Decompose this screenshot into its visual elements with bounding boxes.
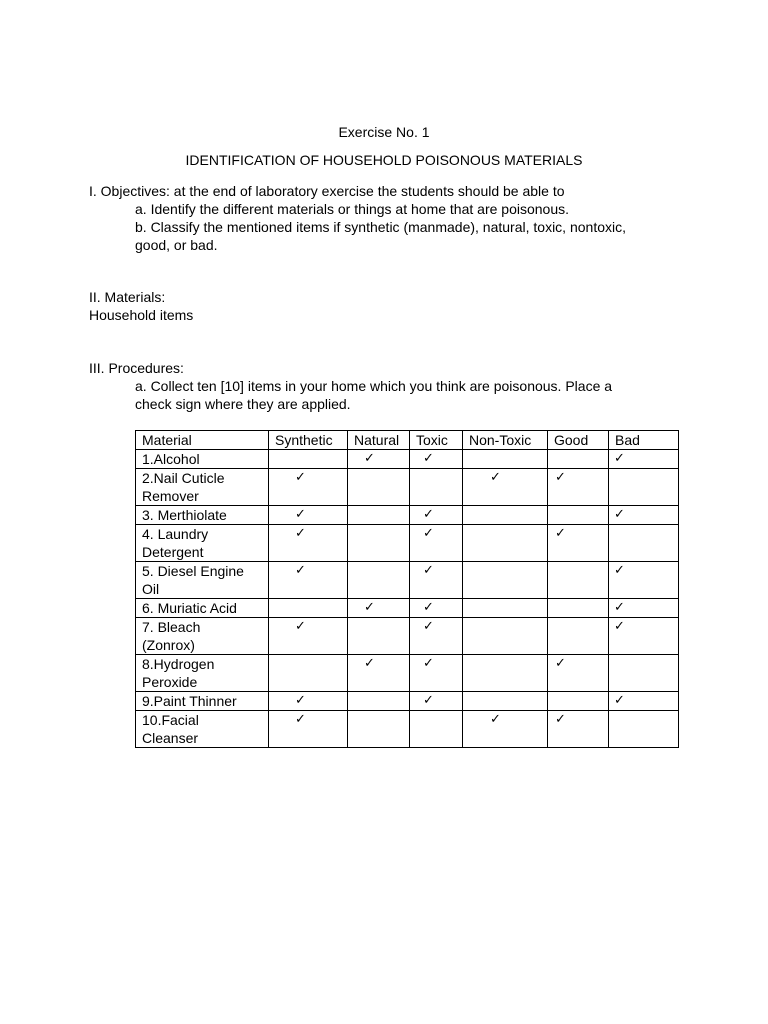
empty-cell-non-toxic — [463, 599, 548, 618]
table-row — [136, 599, 679, 618]
material-cell — [136, 599, 269, 618]
table-row — [136, 692, 679, 711]
material-cell — [136, 618, 269, 655]
check-mark-toxic: ✓ — [410, 655, 463, 692]
material-cell — [136, 562, 269, 599]
material-cell — [136, 655, 269, 692]
material-name-line2: Oil — [142, 581, 160, 597]
empty-cell-good — [548, 692, 609, 711]
empty-cell-natural — [348, 711, 410, 748]
empty-cell-non-toxic — [463, 506, 548, 525]
empty-cell-natural — [348, 469, 410, 506]
empty-cell-good — [548, 599, 609, 618]
column-header-bad: Bad — [609, 431, 679, 450]
empty-cell-bad — [609, 469, 679, 506]
check-mark-natural: ✓ — [348, 655, 410, 692]
material-name-line1: 6. Muriatic Acid — [142, 600, 237, 616]
material-name-line1: 1.Alcohol — [142, 451, 200, 467]
procedure-a-line2: check sign where they are applied. — [135, 396, 351, 412]
empty-cell-natural — [348, 506, 410, 525]
table-row — [136, 711, 679, 748]
column-header-synthetic: Synthetic — [269, 431, 348, 450]
check-mark-toxic: ✓ — [410, 618, 463, 655]
empty-cell-non-toxic — [463, 450, 548, 469]
materials-text: Household items — [89, 307, 194, 323]
empty-cell-synthetic — [269, 450, 348, 469]
empty-cell-bad — [609, 711, 679, 748]
check-mark-bad: ✓ — [609, 599, 679, 618]
empty-cell-non-toxic — [463, 562, 548, 599]
empty-cell-natural — [348, 618, 410, 655]
material-name-line1: 10.Facial — [142, 712, 199, 728]
materials-heading: II. Materials: — [89, 289, 166, 305]
empty-cell-toxic — [410, 711, 463, 748]
check-mark-toxic: ✓ — [410, 692, 463, 711]
material-cell — [136, 450, 269, 469]
check-mark-bad: ✓ — [609, 562, 679, 599]
procedure-a-line1: a. Collect ten [10] items in your home which you think are poisonous. Place a — [135, 378, 613, 394]
material-name-line2: Cleanser — [142, 730, 199, 746]
check-mark-synthetic: ✓ — [269, 506, 348, 525]
check-mark-toxic: ✓ — [410, 450, 463, 469]
empty-cell-good — [548, 506, 609, 525]
column-header-natural: Natural — [348, 431, 410, 450]
material-name-line2: (Zonrox) — [142, 637, 195, 653]
column-header-good: Good — [548, 431, 609, 450]
check-mark-good: ✓ — [548, 655, 609, 692]
objectives-heading: I. Objectives: at the end of laboratory exercise the students should be able to — [89, 183, 565, 199]
material-cell — [136, 525, 269, 562]
empty-cell-toxic — [410, 469, 463, 506]
check-mark-bad: ✓ — [609, 618, 679, 655]
empty-cell-synthetic — [269, 599, 348, 618]
table-row — [136, 562, 679, 599]
empty-cell-non-toxic — [463, 692, 548, 711]
check-mark-good: ✓ — [548, 711, 609, 748]
check-mark-toxic: ✓ — [410, 599, 463, 618]
check-mark-bad: ✓ — [609, 450, 679, 469]
check-mark-natural: ✓ — [348, 599, 410, 618]
empty-cell-non-toxic — [463, 655, 548, 692]
empty-cell-bad — [609, 525, 679, 562]
check-mark-synthetic: ✓ — [269, 711, 348, 748]
material-name-line2: Peroxide — [142, 674, 198, 690]
table-row — [136, 525, 679, 562]
check-mark-toxic: ✓ — [410, 562, 463, 599]
empty-cell-non-toxic — [463, 525, 548, 562]
material-name-line1: 4. Laundry — [142, 526, 209, 542]
check-mark-non-toxic: ✓ — [463, 469, 548, 506]
check-mark-good: ✓ — [548, 469, 609, 506]
check-mark-bad: ✓ — [609, 692, 679, 711]
objective-b-line2: good, or bad. — [135, 237, 218, 253]
check-mark-bad: ✓ — [609, 506, 679, 525]
table-row — [136, 506, 679, 525]
check-mark-good: ✓ — [548, 525, 609, 562]
check-mark-natural: ✓ — [348, 450, 410, 469]
procedures-heading: III. Procedures: — [89, 360, 184, 376]
column-header-material: Material — [136, 431, 269, 450]
material-name-line1: 8.Hydrogen — [142, 656, 215, 672]
empty-cell-good — [548, 562, 609, 599]
check-mark-synthetic: ✓ — [269, 692, 348, 711]
material-name-line1: 7. Bleach — [142, 619, 201, 635]
table-row — [136, 618, 679, 655]
objective-b-line1: b. Classify the mentioned items if synthetic (manmade), natural, toxic, nontoxic, — [135, 219, 626, 235]
material-name-line1: 9.Paint Thinner — [142, 693, 237, 709]
material-cell — [136, 692, 269, 711]
table-row — [136, 655, 679, 692]
column-header-toxic: Toxic — [410, 431, 463, 450]
empty-cell-natural — [348, 525, 410, 562]
check-mark-synthetic: ✓ — [269, 562, 348, 599]
table-row — [136, 450, 679, 469]
exercise-number: Exercise No. 1 — [338, 124, 430, 140]
material-name-line1: 5. Diesel Engine — [142, 563, 244, 579]
check-mark-synthetic: ✓ — [269, 618, 348, 655]
material-cell — [136, 711, 269, 748]
check-mark-toxic: ✓ — [410, 525, 463, 562]
material-cell — [136, 506, 269, 525]
empty-cell-good — [548, 450, 609, 469]
empty-cell-natural — [348, 562, 410, 599]
classification-table — [135, 430, 679, 748]
table-header-row — [136, 431, 679, 450]
objective-a: a. Identify the different materials or things at home that are poisonous. — [135, 201, 569, 217]
check-mark-synthetic: ✓ — [269, 469, 348, 506]
check-mark-synthetic: ✓ — [269, 525, 348, 562]
material-name-line2: Remover — [142, 488, 199, 504]
check-mark-toxic: ✓ — [410, 506, 463, 525]
empty-cell-natural — [348, 692, 410, 711]
page-title: IDENTIFICATION OF HOUSEHOLD POISONOUS MATERIALS — [185, 152, 583, 168]
empty-cell-synthetic — [269, 655, 348, 692]
material-name-line2: Detergent — [142, 544, 204, 560]
table-body — [136, 450, 679, 748]
column-header-non-toxic: Non-Toxic — [463, 431, 548, 450]
empty-cell-non-toxic — [463, 618, 548, 655]
material-name-line1: 3. Merthiolate — [142, 507, 227, 523]
table-row — [136, 469, 679, 506]
empty-cell-bad — [609, 655, 679, 692]
check-mark-non-toxic: ✓ — [463, 711, 548, 748]
empty-cell-good — [548, 618, 609, 655]
material-cell — [136, 469, 269, 506]
material-name-line1: 2.Nail Cuticle — [142, 470, 225, 486]
